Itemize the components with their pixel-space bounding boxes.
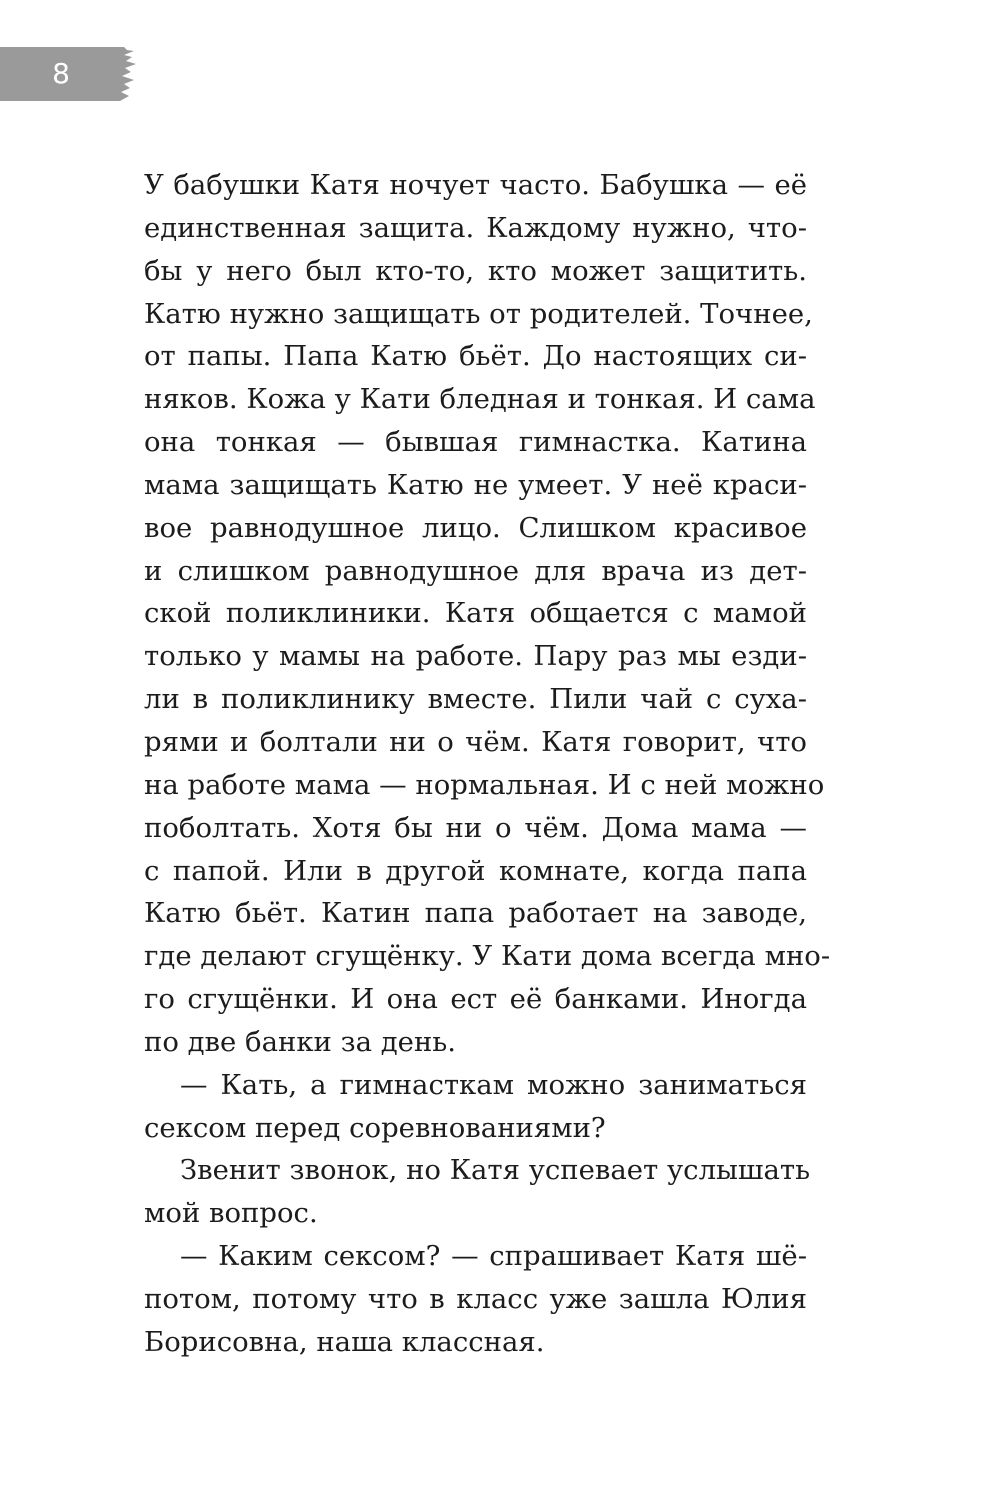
text-line: только у мамы на работе. Пару раз мы езди- [144,640,807,673]
text-line: бы у него был кто-то, кто может защитить. [144,254,807,287]
text-line: сексом перед соревнованиями? [144,1111,606,1144]
text-line: рями и болтали ни о чём. Катя говорит, что [144,725,807,758]
text-line: где делают сгущёнку. У Кати дома всегда мно- [144,940,831,973]
text-line: поболтать. Хотя бы ни о чём. Дома мама — [144,811,807,844]
text-line: на работе мама — нормальная. И с ней можно [144,768,825,801]
page-number-tab [0,47,140,101]
text-line: мой вопрос. [144,1197,318,1230]
text-line: ли в поликлинику вместе. Пили чай с суха- [144,683,807,716]
text-line: единственная защита. Каждому нужно, что- [144,211,807,244]
text-line: и слишком равнодушное для врача из дет- [144,554,807,587]
text-line: го сгущёнки. И она ест её банками. Иногда [144,983,807,1016]
text-line: Звенит звонок, но Катя успевает услышать [180,1154,811,1187]
text-line: вое равнодушное лицо. Слишком красивое [144,511,807,544]
text-line: мама защищать Катю не умеет. У неё краси- [144,468,807,501]
text-line: Борисовна, наша классная. [144,1325,545,1358]
text-line: У бабушки Катя ночует часто. Бабушка — её [144,169,807,201]
text-line: по две банки за день. [144,1025,456,1058]
text-line: — Кать, а гимнасткам можно заниматься [180,1068,807,1101]
page-number: 8 [52,57,70,90]
text-line: потом, потому что в класс уже зашла Юлия [144,1282,807,1315]
body-text [144,164,831,1364]
text-line: с папой. Или в другой комнате, когда папа [144,854,807,887]
text-line: — Каким сексом? — спрашивает Катя шё- [180,1240,807,1273]
text-line: Катю нужно защищать от родителей. Точнее, [144,297,813,330]
text-line: от папы. Папа Катю бьёт. До настоящих си- [144,340,807,373]
text-line: Катю бьёт. Катин папа работает на заводе, [144,897,807,930]
text-line: няков. Кожа у Кати бледная и тонкая. И сама [144,383,816,416]
text-line: она тонкая — бывшая гимнастка. Катина [144,426,807,459]
text-line: ской поликлиники. Катя общается с мамой [144,597,807,630]
